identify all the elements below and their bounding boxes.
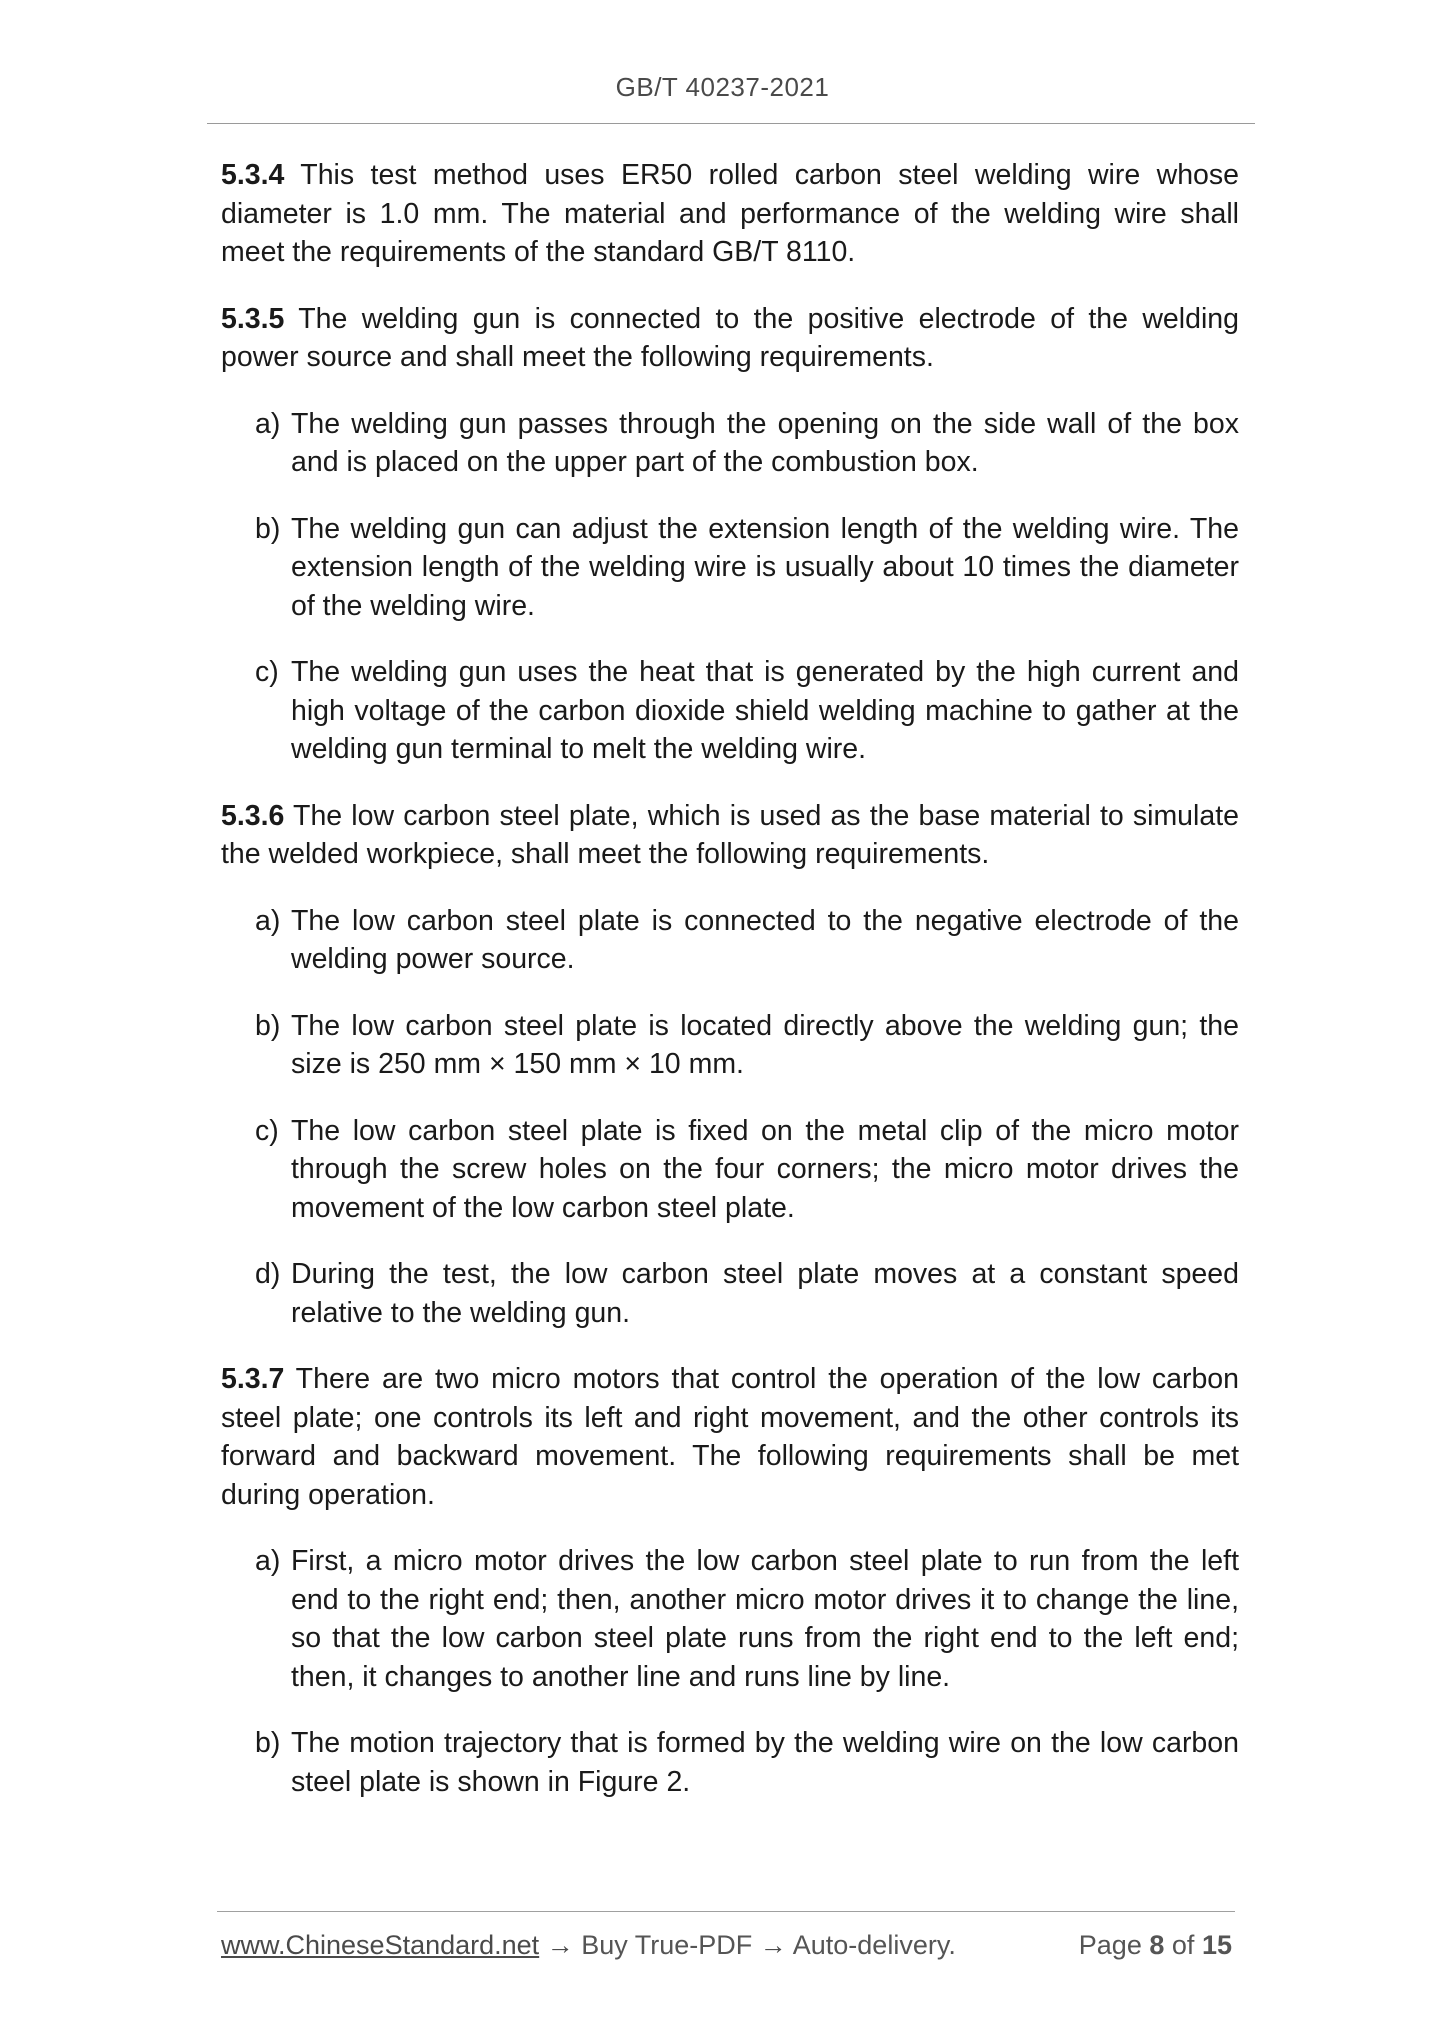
footer-promo (221, 1930, 956, 1961)
clause-number: 5.3.5 (221, 302, 285, 335)
list-item (255, 1542, 1239, 1696)
clause-number: 5.3.6 (221, 799, 285, 832)
clause-5-3-7 (221, 1360, 1239, 1514)
clause-number: 5.3.7 (221, 1363, 285, 1395)
list-item-text: The motion trajectory that is formed by the welding wire on the low carbon steel plate is shown in Figure 2. (291, 1727, 1239, 1798)
arrow-right-icon: → (546, 1930, 574, 1960)
clause-text: This test method uses ER50 rolled carbon steel welding wire whose diameter is 1.0 mm. The material and performance of the welding wire shall meet the requirements of the standard GB/T 8110. (221, 159, 1239, 268)
page-total: 15 (1201, 1930, 1232, 1960)
list-item-label: c) (255, 656, 279, 688)
list-item-label: c) (255, 1114, 279, 1147)
list-item-label: b) (255, 512, 281, 545)
arrow-right-icon: → (759, 1930, 787, 1960)
list-item-text: The low carbon steel plate is fixed on the metal clip of the micro motor through the screw holes on the four corners; the micro motor drives the movement of the low carbon steel plate. (291, 1114, 1239, 1224)
footer-divider (217, 1911, 1235, 1912)
list-item-label: a) (255, 407, 281, 440)
page-label: Page (1078, 1930, 1142, 1960)
clause-number: 5.3.4 (221, 159, 285, 191)
page-number: 8 (1149, 1930, 1165, 1960)
list-item (255, 1007, 1239, 1084)
list-item-text: The low carbon steel plate is located directly above the welding gun; the size is 250 mm × 150 mm × 10 mm. (291, 1009, 1239, 1080)
list-item-label: b) (255, 1727, 281, 1759)
clause-5-3-5 (221, 300, 1239, 377)
header-divider (207, 123, 1255, 124)
list-item-label: b) (255, 1009, 281, 1042)
list-item (255, 902, 1239, 979)
clause-5-3-6 (221, 797, 1239, 874)
clause-text: The low carbon steel plate, which is used as the base material to simulate the welded workpiece, shall meet the following requirements. (221, 799, 1239, 870)
page-indicator (1079, 1930, 1232, 1961)
list-item (255, 1255, 1239, 1332)
list-item-label: a) (255, 904, 281, 937)
buy-text: Buy True-PDF (573, 1930, 760, 1960)
clause-5-3-4 (221, 156, 1239, 272)
document-body (221, 156, 1239, 1829)
list-item-text: During the test, the low carbon steel plate moves at a constant speed relative to the welding gun. (291, 1258, 1239, 1329)
list-item (255, 1112, 1239, 1228)
list-item (255, 1724, 1239, 1801)
website-link[interactable]: www.ChineseStandard.net (221, 1930, 540, 1960)
list-item (255, 653, 1239, 769)
list-item-text: First, a micro motor drives the low carbon steel plate to run from the left end to the right end; then, another micro motor drives it to change the line, so that the low carbon steel plate runs from the right end to the left end; then, it changes to another line and runs line by line. (291, 1545, 1239, 1693)
list-item (255, 510, 1239, 626)
document-header: GB/T 40237-2021 (615, 72, 830, 102)
list-item-text: The low carbon steel plate is connected to the negative electrode of the welding power source. (291, 904, 1239, 975)
of-label: of (1171, 1930, 1195, 1960)
delivery-text: Auto-delivery. (786, 1930, 956, 1960)
list-item-text: The welding gun passes through the opening on the side wall of the box and is placed on the upper part of the combustion box. (291, 407, 1239, 478)
list-item-text: The welding gun can adjust the extension length of the welding wire. The extension length of the welding wire is usually about 10 times the diameter of the welding wire. (291, 512, 1239, 622)
list-item-label: a) (255, 1545, 281, 1577)
list-item-label: d) (255, 1258, 281, 1290)
list-item (255, 405, 1239, 482)
list-item-text: The welding gun uses the heat that is generated by the high current and high voltage of the carbon dioxide shield welding machine to gather at the welding gun terminal to melt the welding wire. (291, 656, 1239, 765)
clause-text: The welding gun is connected to the positive electrode of the welding power source and shall meet the following requirements. (221, 302, 1239, 373)
clause-text: There are two micro motors that control the operation of the low carbon steel plate; one controls its left and right movement, and the other controls its forward and backward movement. The following requirements shall be met during operation. (221, 1363, 1239, 1511)
